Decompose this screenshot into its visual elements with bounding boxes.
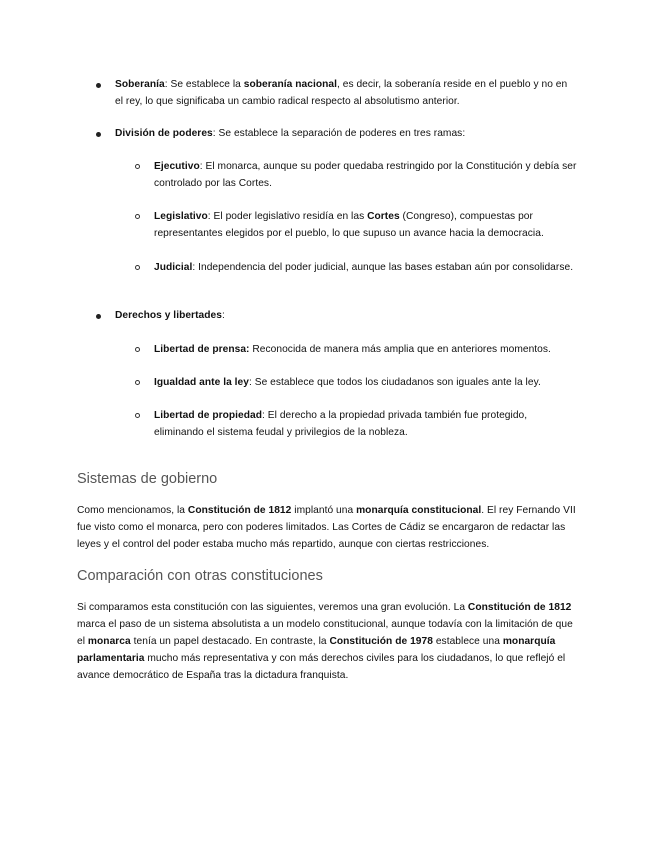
bullet-icon [96,314,101,319]
list-item-igualdad: Igualdad ante la ley: Se establece que todos los ciudadanos son iguales ante la ley. [154,377,541,388]
list-item-prensa: Libertad de prensa: Reconocida de manera más amplia que en anteriores momentos. [154,344,551,355]
sub-bullet-icon [135,214,140,219]
list-item-soberania: Soberanía: Se establece la soberanía nacional, es decir, la soberanía reside en el pueblo y no en el rey, lo que significaba un cambio radical respecto al absolutismo anterior. [115,79,568,107]
item-label: División de poderes [115,128,213,139]
item-label: Igualdad ante la ley [154,377,249,388]
item-label: Libertad de propiedad [154,410,263,421]
item-label: Ejecutivo [154,161,200,172]
item-label: Legislativo [154,211,208,222]
list-item-division: División de poderes: Se establece la separación de poderes en tres ramas: [115,128,466,139]
item-label: Libertad de prensa: [154,344,250,355]
list-item-propiedad: Libertad de propiedad: El derecho a la propiedad privada también fue protegido, eliminando el sistema feudal y privilegios de la nobleza. [154,410,528,438]
item-label: Judicial [154,262,193,273]
bullet-icon [96,132,101,137]
list-item-derechos: Derechos y libertades: [115,310,225,321]
sub-bullet-icon [135,164,140,169]
paragraph-comparacion: Si comparamos esta constitución con las siguientes, veremos una gran evolución. La Constitución de 1812 marca el paso de un sistema absolutista a un modelo constitucional, aunque todavía con la limitación de que el monarca tenía un papel destacado. En contraste, la Constitución de 1978 establece una monarquía parlamentaria mucho más representativa y con más derechos civiles para los ciudadanos, lo que reflejó el avance democrático de España tras la dictadura franquista. [77,602,573,681]
bullet-icon [96,83,101,88]
section-heading-sistemas: Sistemas de gobierno [77,471,218,487]
sub-bullet-icon [135,380,140,385]
paragraph-sistemas: Como mencionamos, la Constitución de 1812 implantó una monarquía constitucional. El rey Fernando VII fue visto como el monarca, pero con poderes limitados. Las Cortes de Cádiz se encargaron de redactar las leyes y el control del poder estaba mucho más repartido, aunque con ciertas restricciones. [77,505,576,550]
sub-bullet-icon [135,265,140,270]
list-item-judicial: Judicial: Independencia del poder judicial, aunque las bases estaban aún por consolidarse. [154,262,574,273]
sub-bullet-icon [135,347,140,352]
section-heading-comparacion: Comparación con otras constituciones [77,568,323,584]
sub-bullet-icon [135,413,140,418]
item-label: Derechos y libertades [115,310,222,321]
list-item-legislativo: Legislativo: El poder legislativo residía en las Cortes (Congreso), compuestas por representantes elegidos por el pueblo, lo que supuso un avance hacia la democracia. [154,211,544,239]
item-label: Soberanía [115,79,165,90]
list-item-ejecutivo: Ejecutivo: El monarca, aunque su poder quedaba restringido por la Constitución y debía ser controlado por las Cortes. [154,161,577,189]
